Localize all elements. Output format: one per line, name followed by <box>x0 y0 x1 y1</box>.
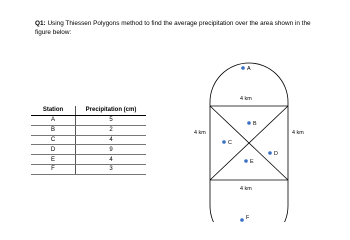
station-cell: B <box>31 125 76 135</box>
station-label-b: B <box>253 121 257 127</box>
dimension-label-right: 4 km <box>292 130 304 136</box>
station-label-e: E <box>250 159 254 165</box>
dimension-label-bottom: 4 km <box>240 186 252 192</box>
station-label-f: F <box>246 215 250 221</box>
station-label-d: D <box>274 151 278 157</box>
station-dot-b <box>247 121 251 125</box>
dimension-label-left: 4 km <box>194 130 206 136</box>
precipitation-cell: 3 <box>76 164 147 174</box>
station-label-a: A <box>247 66 251 72</box>
station-dot-a <box>241 66 245 70</box>
column-header-precipitation: Precipitation (cm) <box>76 106 147 116</box>
precipitation-cell: 2 <box>76 125 147 135</box>
station-cell: C <box>31 135 76 145</box>
station-cell: D <box>31 145 76 155</box>
precipitation-cell: 4 <box>76 155 147 165</box>
dimension-label-top: 4 km <box>240 96 252 102</box>
station-dot-d <box>268 151 272 155</box>
station-dot-e <box>244 159 248 163</box>
precipitation-cell: 9 <box>76 145 147 155</box>
station-cell: F <box>31 164 76 174</box>
precipitation-cell: 4 <box>76 135 147 145</box>
column-header-station: Station <box>31 106 76 116</box>
station-cell: A <box>31 116 76 126</box>
station-cell: E <box>31 155 76 165</box>
question-body: Using Thiessen Polygons method to find the average precipitation over the area shown in the figure below: <box>35 20 311 36</box>
station-dot-c <box>222 140 226 144</box>
question-label: Q1: <box>35 20 46 27</box>
station-dot-f <box>240 218 244 222</box>
precipitation-cell: 5 <box>76 116 147 126</box>
station-label-c: C <box>228 140 232 146</box>
